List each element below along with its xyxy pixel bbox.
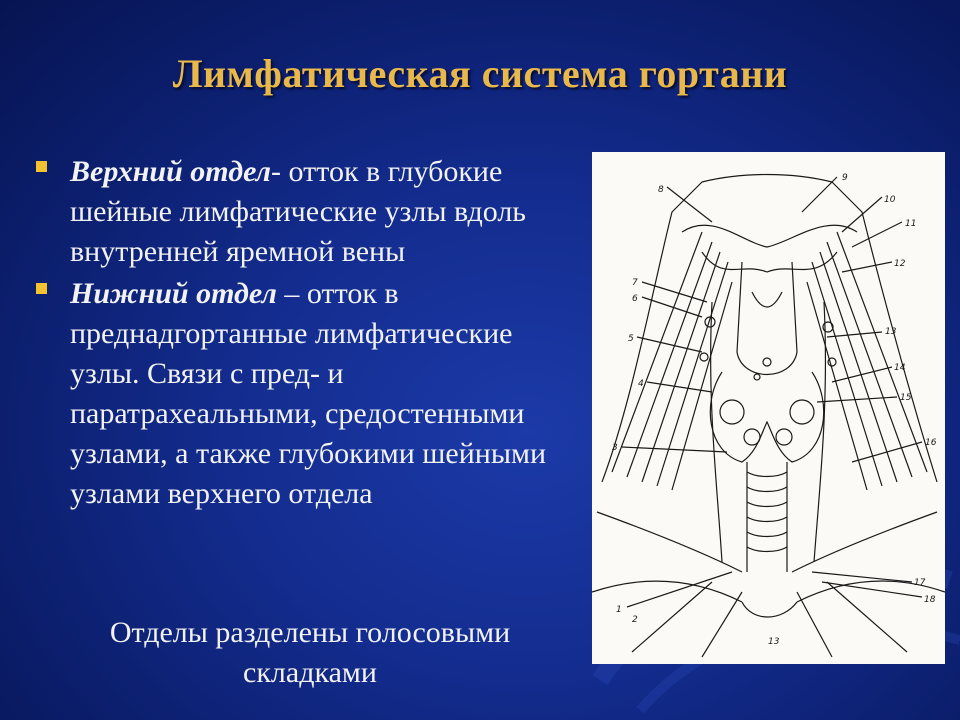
figure-label: 9 bbox=[842, 173, 848, 183]
figure-label: 10 bbox=[884, 195, 896, 205]
bullet-heading: Нижний отдел bbox=[70, 277, 277, 310]
figure-label: 16 bbox=[925, 438, 937, 448]
bullet-separator: - bbox=[271, 155, 289, 188]
figure-label: 5 bbox=[628, 334, 634, 344]
figure-label: 11 bbox=[905, 219, 917, 229]
bullet-separator: – bbox=[276, 277, 307, 310]
figure-label: 8 bbox=[658, 185, 664, 195]
bullet-text: отток в преднадгортанные лимфатические узлы. Связи с пред- и паратрахеальными, средостенными узлами, а также глубокими шейными узлами верхнего отдела bbox=[70, 277, 547, 510]
figure-label: 3 bbox=[612, 443, 618, 453]
figure-label: 12 bbox=[894, 259, 906, 269]
figure-label: 4 bbox=[638, 379, 644, 389]
slide-title: Лимфатическая система гортани bbox=[172, 51, 788, 96]
figure-label: 13 bbox=[885, 327, 897, 337]
footer-note: Отделы разделены голосовыми складками bbox=[109, 616, 511, 689]
bullet-list bbox=[36, 152, 576, 516]
bullet-heading: Верхний отдел bbox=[70, 155, 272, 188]
figure-label: 14 bbox=[894, 363, 906, 373]
square-bullet-icon bbox=[36, 283, 47, 294]
larynx-lymph-illustration bbox=[592, 152, 945, 664]
anatomy-drawing bbox=[592, 152, 945, 664]
square-bullet-icon bbox=[36, 161, 47, 172]
figure-label: 1 bbox=[616, 605, 622, 615]
figure-label: 18 bbox=[924, 595, 936, 605]
bullet-item-lower bbox=[36, 274, 576, 514]
bullet-text: отток в глубокие шейные лимфатические узлы вдоль внутренней яремной вены bbox=[70, 155, 526, 268]
figure-label: 2 bbox=[632, 615, 638, 625]
figure-label: 15 bbox=[900, 393, 912, 403]
bullet-item-upper bbox=[36, 152, 576, 272]
figure-label: 7 bbox=[632, 278, 638, 288]
figure-label: 6 bbox=[632, 294, 638, 304]
figure-label: 17 bbox=[914, 578, 926, 588]
figure-label: 13 bbox=[768, 637, 780, 647]
